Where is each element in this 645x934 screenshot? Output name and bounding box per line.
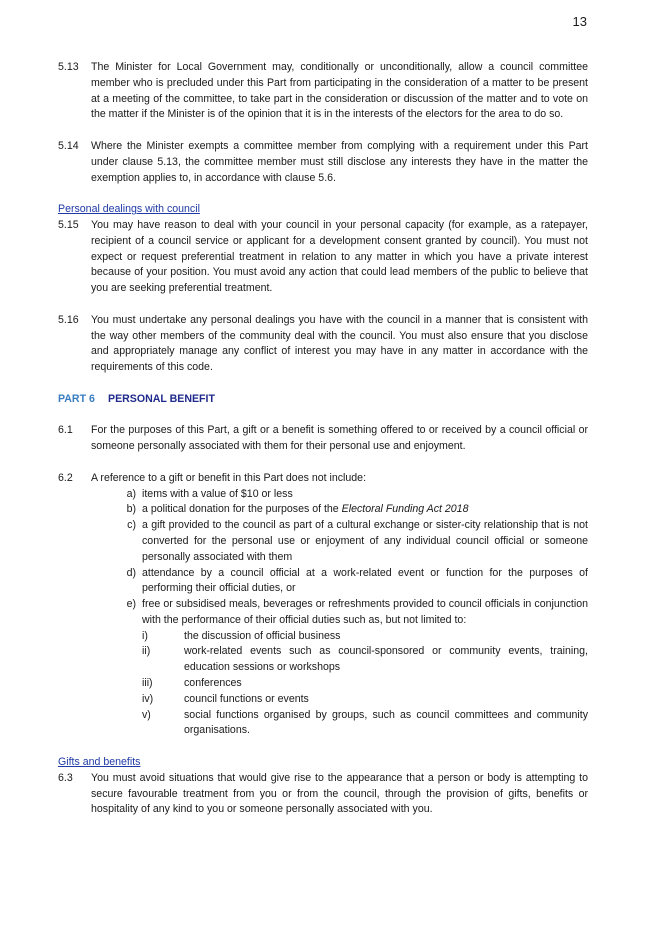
heading-gifts-benefits[interactable]: Gifts and benefits bbox=[58, 756, 141, 769]
sub-list-text: council functions or events bbox=[184, 692, 309, 705]
sub-list-item bbox=[142, 629, 588, 645]
clause-6-2 bbox=[58, 471, 588, 487]
sub-list bbox=[142, 629, 588, 740]
list-label: b) bbox=[126, 503, 136, 516]
clause-text: Where the Minister exempts a committee member from complying with a requirement under this Part under clause 5.13, the committee member must still disclose any interests they have in the matter the exemption applies to, in accordance with clause 5.6. bbox=[91, 139, 588, 184]
sub-list-text: social functions organised by groups, such as council committees and community organisations. bbox=[184, 708, 588, 737]
list-text: a gift provided to the council as part of a cultural exchange or sister-city relationship that is not converted for the personal use or enjoyment of any individual council official or someone personally associated with them bbox=[142, 519, 588, 563]
part-heading bbox=[58, 392, 588, 408]
sub-list-text: conferences bbox=[184, 677, 242, 690]
clause-text: For the purposes of this Part, a gift or a benefit is something offered to or received by a council official or someone personally associated with them for their personal use and enjoyment. bbox=[91, 424, 588, 453]
list-text-pre: a political donation for the purposes of the bbox=[142, 503, 342, 516]
clause-text: You must undertake any personal dealings you have with the council in a manner that is consistent with the way other members of the community deal with the council. You must also ensure that you disclose and appropriately manage any conflict of interest you may have in any matter in accordance with the requirements of this code. bbox=[91, 313, 588, 374]
part-number: PART 6 bbox=[58, 392, 95, 405]
clause-5-15 bbox=[58, 218, 588, 297]
sub-list-item bbox=[142, 676, 588, 692]
list-label: e) bbox=[126, 598, 136, 611]
list-label: a) bbox=[126, 487, 136, 500]
part-title: PERSONAL BENEFIT bbox=[108, 392, 215, 405]
clause-number: 6.2 bbox=[58, 471, 73, 484]
sub-list-label: iv) bbox=[142, 692, 154, 705]
act-title: Electoral Funding Act 2018 bbox=[341, 503, 469, 516]
list-text bbox=[142, 502, 588, 518]
sub-list-item bbox=[142, 692, 588, 708]
list-item bbox=[110, 518, 588, 565]
clause-number: 5.16 bbox=[58, 313, 79, 326]
page-content bbox=[58, 60, 588, 818]
heading-personal-dealings[interactable]: Personal dealings with council bbox=[58, 203, 200, 216]
sub-list-label: iii) bbox=[142, 677, 153, 690]
sub-list-label: i) bbox=[142, 629, 148, 642]
list-label: d) bbox=[126, 566, 136, 579]
clause-5-16 bbox=[58, 313, 588, 376]
clause-text: You may have reason to deal with your council in your personal capacity (for example, as a ratepayer, recipient of a council service or applicant for a development consent granted by council). You must not expect or request preferential treatment in relation to any matter in which you have a private interest because of your position. You must avoid any action that could lead members of the public to believe that you are seeking preferential treatment. bbox=[91, 218, 588, 295]
exclusion-list bbox=[110, 487, 588, 629]
clause-number: 5.13 bbox=[58, 61, 79, 73]
clause-5-14 bbox=[58, 139, 588, 186]
sub-list-label: ii) bbox=[142, 645, 151, 658]
page-number: 13 bbox=[572, 14, 587, 29]
list-item bbox=[110, 597, 588, 629]
clause-6-1 bbox=[58, 423, 588, 455]
clause-number: 5.15 bbox=[58, 218, 79, 231]
clause-number: 6.3 bbox=[58, 771, 73, 784]
list-text: items with a value of $10 or less bbox=[142, 487, 293, 500]
list-text: attendance by a council official at a work-related event or function for the purposes of performing their official duties, or bbox=[142, 566, 588, 595]
clause-5-13 bbox=[58, 60, 588, 123]
sub-list-item bbox=[142, 708, 588, 740]
list-label: c) bbox=[127, 519, 136, 532]
sub-list-label: v) bbox=[142, 708, 151, 721]
clause-text: You must avoid situations that would give rise to the appearance that a person or body is attempting to secure favourable treatment from you or from the council, through the provision of gifts, benefits or hospitality of any kind to you or someone personally associated with you. bbox=[91, 771, 588, 816]
clause-text: A reference to a gift or benefit in this Part does not include: bbox=[91, 471, 367, 484]
sub-list-text: the discussion of official business bbox=[184, 629, 341, 642]
clause-number: 5.14 bbox=[58, 139, 79, 152]
clause-text: The Minister for Local Government may, conditionally or unconditionally, allow a council committee member who is precluded under this Part from participating in the consideration of a matter to be present at a meeting of the committee, to take part in the consideration or discussion of the matter and to vote on the matter if the Minister is of the opinion that it is in the interests of the electors for the area to do so. bbox=[91, 61, 588, 121]
clause-6-3 bbox=[58, 771, 588, 818]
list-item bbox=[110, 487, 588, 503]
list-text: free or subsidised meals, beverages or refreshments provided to council officials in conjunction with the performance of their official duties such as, but not limited to: bbox=[142, 598, 588, 626]
list-item bbox=[110, 566, 588, 598]
sub-list-text: work-related events such as council-sponsored or community events, training, education sessions or workshops bbox=[184, 645, 588, 674]
clause-number: 6.1 bbox=[58, 424, 73, 437]
sub-list-item bbox=[142, 644, 588, 676]
list-item bbox=[110, 502, 588, 518]
